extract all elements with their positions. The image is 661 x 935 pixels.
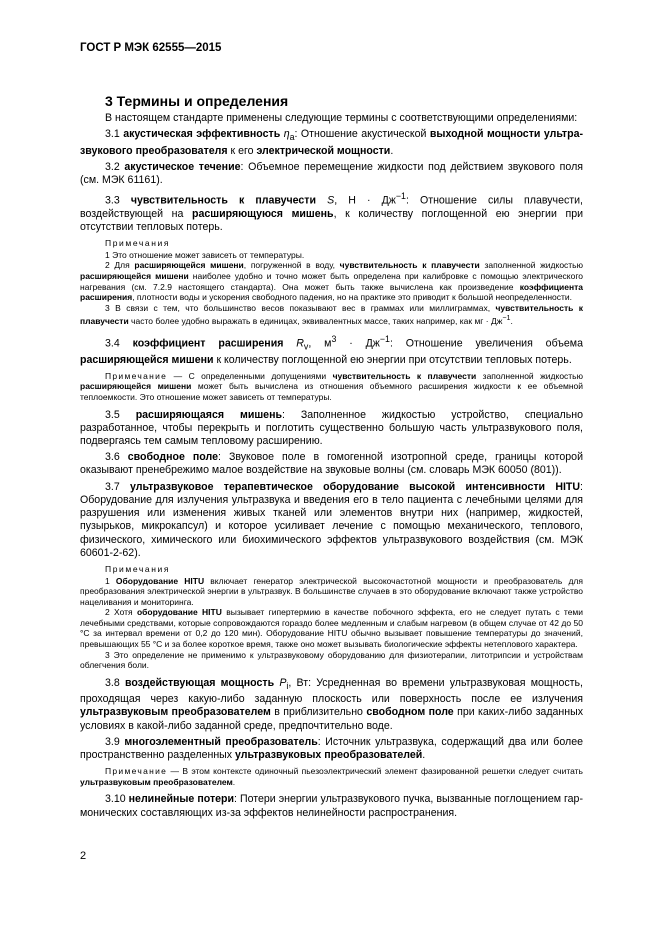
note-3-7-2: 2 Хотя оборудование HITU вызывает гипертермию в качестве побочного эффекта, его не следует путать с теми лечебными средствами, которые сопровождаются гораздо более медленным и слабым нагревом (в общем случае от 42 до 50 °С за интервал времени от 0,2 до 120 мин). Оборудование HITU обычно вызывает повышение температуры до значений, превышающих 55 °С и за более короткое время, также оно может вызывать биологические эффекты нетеплового характера. — [80, 607, 584, 650]
term-3-5: 3.5 расширяющаяся мишень: Заполненное жидкостью устройство, специально разработанное, чтобы перекрыть и поглотить существенно большую часть ультразвукового поля, подвергаясь тем самым тепловому расширению. — [80, 408, 583, 448]
term-3-10: 3.10 нелинейные потери: Потери энергии ультразвукового пучка, вызванные поглощением гармонических составляющих из-за эффектов нелинейности распространения. — [80, 793, 583, 819]
term-3-9: 3.9 многоэлементный преобразователь: Источник ультразвука, содержащий два или более пространственно разделенных ультразвуковых преобразователей. — [80, 735, 583, 761]
term-3-7: 3.7 ультразвуковое терапевтическое оборудование высокой интенсивности HITU: Оборудование для излучения ультразвука и введения его в тело пациента с лечебными целями для разрушения или изменения живых тканей или элементов внутри них (например, жидкостей, пузырьков, микрокапсул) и которое усиливает лечение с помощью механического, теплового, физического, химического или биохимического эффектов ультразвукового воздействия (см. МЭК 60601-2-62). — [80, 480, 583, 559]
note-3-9: Примечание — В этом контексте одиночный пьезоэлектрический элемент фазированной решетки следует считать ультразвуковым преобразователем. — [80, 766, 583, 787]
notes-label: Примечания — [105, 563, 171, 574]
note-3-7-1: 1 Оборудование HITU включает генератор электрической высокочастотной мощности и преобразователь для преобразования электрической энергии в ультразвук. В большинстве случаев в это оборудование включают также устройство нацеливания и мониторинга. — [80, 575, 583, 607]
note-3-3-2: 2 Для расширяющейся мишени, погруженной в воду, чувствительность к плавучести заполненной жидкостью расширяющейся мишени наиболее удобно и точно может быть определена при калибровке с помощью электрического нагревания (см. 7.2.9 настоящего стандарта). Она может быть также вычислена как произведение коэффициента расширения, плотности воды и ускорения свободного падения, но на практике это приводит к большой неопределенности. — [80, 260, 583, 303]
note-3-3-1: 1 Это отношение может зависеть от температуры. — [105, 249, 305, 260]
notes-label: Примечания — [105, 238, 171, 249]
term-3-4: 3.4 коэффициент расширения $R_v$, $м^3 \cdot Дж^{-1}$: Отношение увеличения объема расширяющейся мишени к количеству поглощенной ею энергии при отсутствии тепловых потерь. — [80, 333, 583, 366]
note-3-7-3: 3 Это определение не применимо к ультразвуковому оборудованию для физиотерапии, литотрипсии и устройствам облегчения боли. — [80, 649, 583, 671]
note-3-3-3: 3 В связи с тем, что большинство весов показывают вес в граммах или миллиграммах, чувствительность к плавучести часто более удобно выражать в единицах, эквивалентных массе, таких например, как мг · $Дж^{-1}$. — [80, 302, 583, 327]
term-3-6: 3.6 свободное поле: Звуковое поле в гомогенной изотропной среде, границы которой оказывают пренебрежимо малое воздействие на звуковые волны (см. словарь МЭК 60050 (801)). — [80, 451, 583, 477]
term-3-1: 3.1 акустическая эффективность $\eta_a$: Отношение акустической выходной мощности ультразвукового преобразователя к его электрической мощности. — [80, 128, 584, 157]
term-3-8: 3.8 воздействующая мощность $P_i$, Вт: Усредненная во времени ультразвуковая мощность, проходящая через какую-либо заданную плоскость или поверхность после ее излучения ультразвуковым преобразователем в приблизительно свободном поле при каких-либо заданных условиях в какой-либо заданной среде, предпочтительно воде. — [80, 676, 584, 732]
intro-paragraph: В настоящем стандарте применены следующие термины с соответствующими определениями: — [105, 112, 578, 124]
term-3-3: 3.3 чувствительность к плавучести S, $Н \cdot Дж^{-1}$: Отношение силы плавучести, воздействующей на расширяющуюся мишень, к количеству поглощенной ею энергии при отсутствии тепловых потерь. — [80, 191, 584, 234]
term-3-2: 3.2 акустическое течение: Объемное перемещение жидкости под действием звукового поля (см. МЭК 61161). — [80, 160, 583, 186]
document-header: ГОСТ Р МЭК 62555—2015 — [80, 42, 222, 54]
page-number: 2 — [80, 850, 87, 862]
section-title: 3 Термины и определения — [105, 93, 289, 109]
note-3-4: Примечание — С определенными допущениями чувствительность к плавучести заполненной жидкостью расширяющейся мишени может быть вычислена из отношения объемного расширения жидкости к ее объемной теплоемкости. Это отношение может зависеть от температуры. — [80, 370, 583, 403]
document-body — [80, 112, 583, 823]
